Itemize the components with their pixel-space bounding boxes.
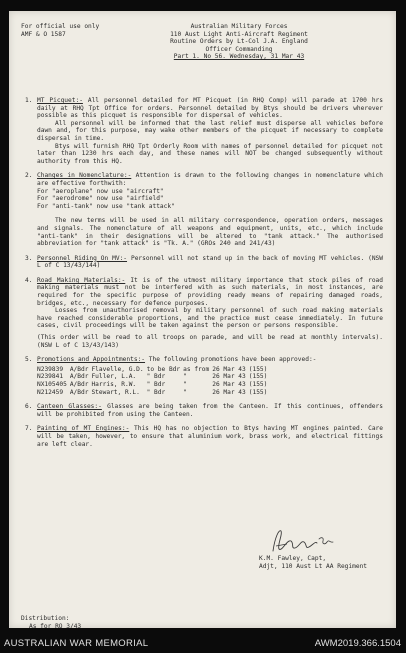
item-intro: The following promotions have been approved:- <box>148 356 317 364</box>
security-line: For official use only <box>21 23 100 30</box>
item-number: 7. <box>25 425 33 433</box>
rank: A/Bdr <box>69 373 89 381</box>
promotions-table <box>37 366 270 396</box>
archive-footer <box>0 636 406 653</box>
item-paragraph: The new terms will be used in all military correspondence, operation orders, messages and signals. The nomenclature of all weapons and equipment, units, etc., which include "anti-tank" in their designations will be altered to "tank attack." The authorised abbreviation for "tank attack" is "Tk. A." (GROs 240 and 241/43) <box>37 217 383 248</box>
order-item <box>21 425 383 448</box>
header-line: 110 Aust Light Anti-Aircraft Regiment <box>170 30 308 38</box>
item-heading: Road Making Materials:- <box>37 276 126 284</box>
document-page <box>9 11 396 628</box>
item-paragraph: Btys will furnish RHQ Tpt Orderly Room with names of personnel detailed for picquet not later than 1230 hrs each day, and these names will NOT be changed subsequently without authority from this HQ. <box>37 142 383 165</box>
new-rank: " Bdr <box>146 373 166 381</box>
security-marking <box>21 23 111 38</box>
form-number: AMF & O 1587 <box>21 30 66 38</box>
orders-body <box>21 97 383 455</box>
header-line: Australian Military Forces <box>190 23 288 30</box>
table-row <box>37 381 270 389</box>
handwritten-signature <box>267 525 337 555</box>
item-paragraph: All personnel detailed for MT Picquet (in RHQ Comp) will parade at 1700 hrs daily at RHQ Tpt Office for orders. Personnel detailed by Btys should be drivers wherever possible as this picquet is responsible for dispersal of vehicles. <box>37 97 383 120</box>
service-number: NX105405 <box>37 381 67 388</box>
part-number-date: Part 1. No 56. Wednesday, 31 Mar 43 <box>173 53 305 61</box>
item-paragraph: All personnel will be informed that the last relief must disperse all vehicles before dawn and, for this purpose, may wake other members of the picquet if necessary to complete dispersal in time. <box>37 119 383 142</box>
signatory-name: K.M. Fawley, Capt, <box>259 555 327 562</box>
order-item <box>21 356 383 396</box>
item-heading: Changes in Nomenclature:- <box>37 172 132 180</box>
item-paragraph: Personnel will not stand up in the back of moving MT vehicles. (NSW L of C 13/43/144) <box>37 254 384 270</box>
distribution-block <box>21 615 81 628</box>
rank: A/Bdr <box>69 381 89 388</box>
item-heading: Canteen Glasses:- <box>37 403 102 411</box>
table-row <box>37 373 270 381</box>
reference: (155) <box>248 373 268 381</box>
order-item <box>21 97 383 165</box>
as-from: " <box>183 381 187 388</box>
service-number: N212459 <box>37 388 64 396</box>
reference: (155) <box>248 365 268 373</box>
table-row <box>37 389 270 397</box>
signature-block <box>259 555 389 570</box>
institution-name: AUSTRALIAN WAR MEMORIAL <box>4 638 149 649</box>
new-rank: to be Bdr <box>146 365 181 373</box>
order-item <box>21 255 383 270</box>
reference: (155) <box>248 388 268 396</box>
item-number: 6. <box>25 403 33 411</box>
distribution-label: Distribution: <box>21 615 70 622</box>
header-line: Officer Commanding <box>205 45 273 53</box>
accession-number: AWM2019.366.1504 <box>314 638 401 649</box>
distribution-value: As for RO 3/43 <box>29 622 82 628</box>
item-heading: MT Picquet:- <box>37 97 83 104</box>
nomenclature-change: For "anti-tank" now use "tank attack" <box>37 202 175 210</box>
header-line: Routine Orders by Lt-Col J.A. England <box>170 38 308 46</box>
item-intro: Attention is drawn to the following changes in nomenclature which are effective forthwith: <box>37 172 383 187</box>
item-paragraph: Glasses are being taken from the Canteen. If this continues, offenders will be prohibited from using the Canteen. <box>37 403 383 418</box>
effective-date: 26 Mar 43 <box>212 365 246 373</box>
item-number: 4. <box>25 276 33 284</box>
as-from: " <box>183 373 187 381</box>
soldier-name: Fuller, L.A. <box>91 373 137 381</box>
item-heading: Personnel Riding On MV:- <box>37 254 128 262</box>
order-item <box>21 277 383 349</box>
signatory-title: Adjt, 110 Aust Lt AA Regiment <box>259 562 368 570</box>
effective-date: 26 Mar 43 <box>212 373 246 381</box>
item-number: 2. <box>25 172 33 180</box>
as-from: " <box>183 388 187 396</box>
item-number: 5. <box>25 356 33 364</box>
item-heading: Promotions and Appointments:- <box>37 356 146 364</box>
soldier-name: Harris, R.W. <box>91 381 137 388</box>
service-number: N239839 <box>37 365 64 373</box>
new-rank: " Bdr <box>146 381 166 388</box>
item-number: 1. <box>25 97 33 104</box>
document-header <box>99 23 379 61</box>
item-paragraph: (This order will be read to all troops on parade, and will be read at monthly intervals). (NSW L of C 13/43/143) <box>37 334 383 349</box>
item-paragraph: Losses from unauthorised removal by military personnel of such road making materials have reached considerable proportions, and the practice must cease immediately. In future cases, civil proceedings will be taken against the person or persons responsible. <box>37 307 383 330</box>
effective-date: 26 Mar 43 <box>212 388 246 396</box>
item-paragraph: This HQ has no objection to Btys having MT engines painted. Care will be taken, however, to ensure that aluminium work, brass work, and electrical fittings are left clear. <box>37 425 383 448</box>
nomenclature-change: For "aerodrome" now use "airfield" <box>37 195 164 203</box>
item-paragraph: It is of the utmost military importance that stock piles of road making materials must not be interfered with as such materials, in most instances, are required for the specific purpose of providing ready means of repairing damaged roads, bridges, etc., necessary for defence purposes. <box>37 276 383 307</box>
soldier-name: Flavelle, G.D. <box>91 365 144 373</box>
reference: (155) <box>248 381 268 388</box>
service-number: N239841 <box>37 373 64 381</box>
order-item <box>21 403 383 418</box>
rank: A/Bdr <box>69 365 89 373</box>
as-from: as from <box>183 365 210 373</box>
rank: A/Bdr <box>69 388 89 396</box>
effective-date: 26 Mar 43 <box>212 381 246 388</box>
new-rank: " Bdr <box>146 388 166 396</box>
order-item <box>21 172 383 247</box>
item-heading: Painting of MT Engines:- <box>37 425 130 433</box>
nomenclature-change: For "aeroplane" now use "aircraft" <box>37 187 164 195</box>
item-number: 3. <box>25 254 33 262</box>
table-row <box>37 366 270 374</box>
soldier-name: Stewart, R.L. <box>91 388 140 396</box>
